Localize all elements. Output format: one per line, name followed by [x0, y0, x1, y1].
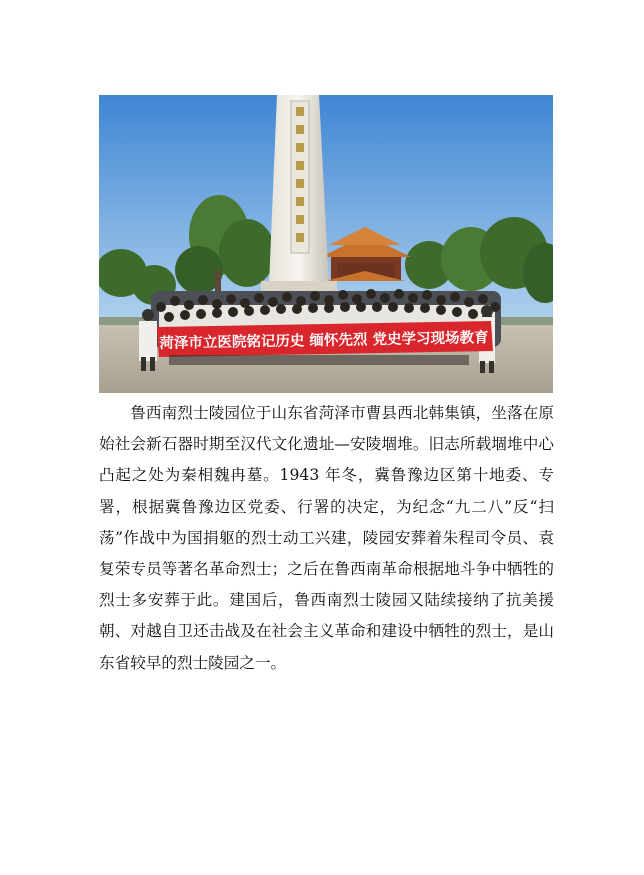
banner-text: 菏泽市立医院铭记历史 缅怀先烈 党史学习现场教育 [159, 330, 489, 352]
group-photo [99, 95, 553, 393]
crowd-legs [169, 355, 469, 365]
group-photo-illustration [99, 95, 553, 393]
banner [157, 321, 493, 357]
article-paragraph: 鲁西南烈士陵园位于山东省菏泽市曹县西北韩集镇，坐落在原始社会新石器时期至汉代文化遗址—安陵堌堆。旧志所载堌堆中心凸起之处为秦相魏冉墓。1943 年冬，冀鲁豫边区第十地委、专署，根据冀鲁豫边区党委、行署的决定，为纪念“九二八”反“扫荡”作战中为国捐躯的烈士动工兴建，陵园安葬着朱程司令员、袁复荣专员等著名革命烈士；之后在鲁西南革命根据地斗争中牺牲的烈士多安葬于此。建国后，鲁西南烈士陵园又陆续接纳了抗美援朝、对越自卫还击战及在社会主义革命和建设中牺牲的烈士，是山东省较早的烈士陵园之一。 [99, 404, 554, 672]
